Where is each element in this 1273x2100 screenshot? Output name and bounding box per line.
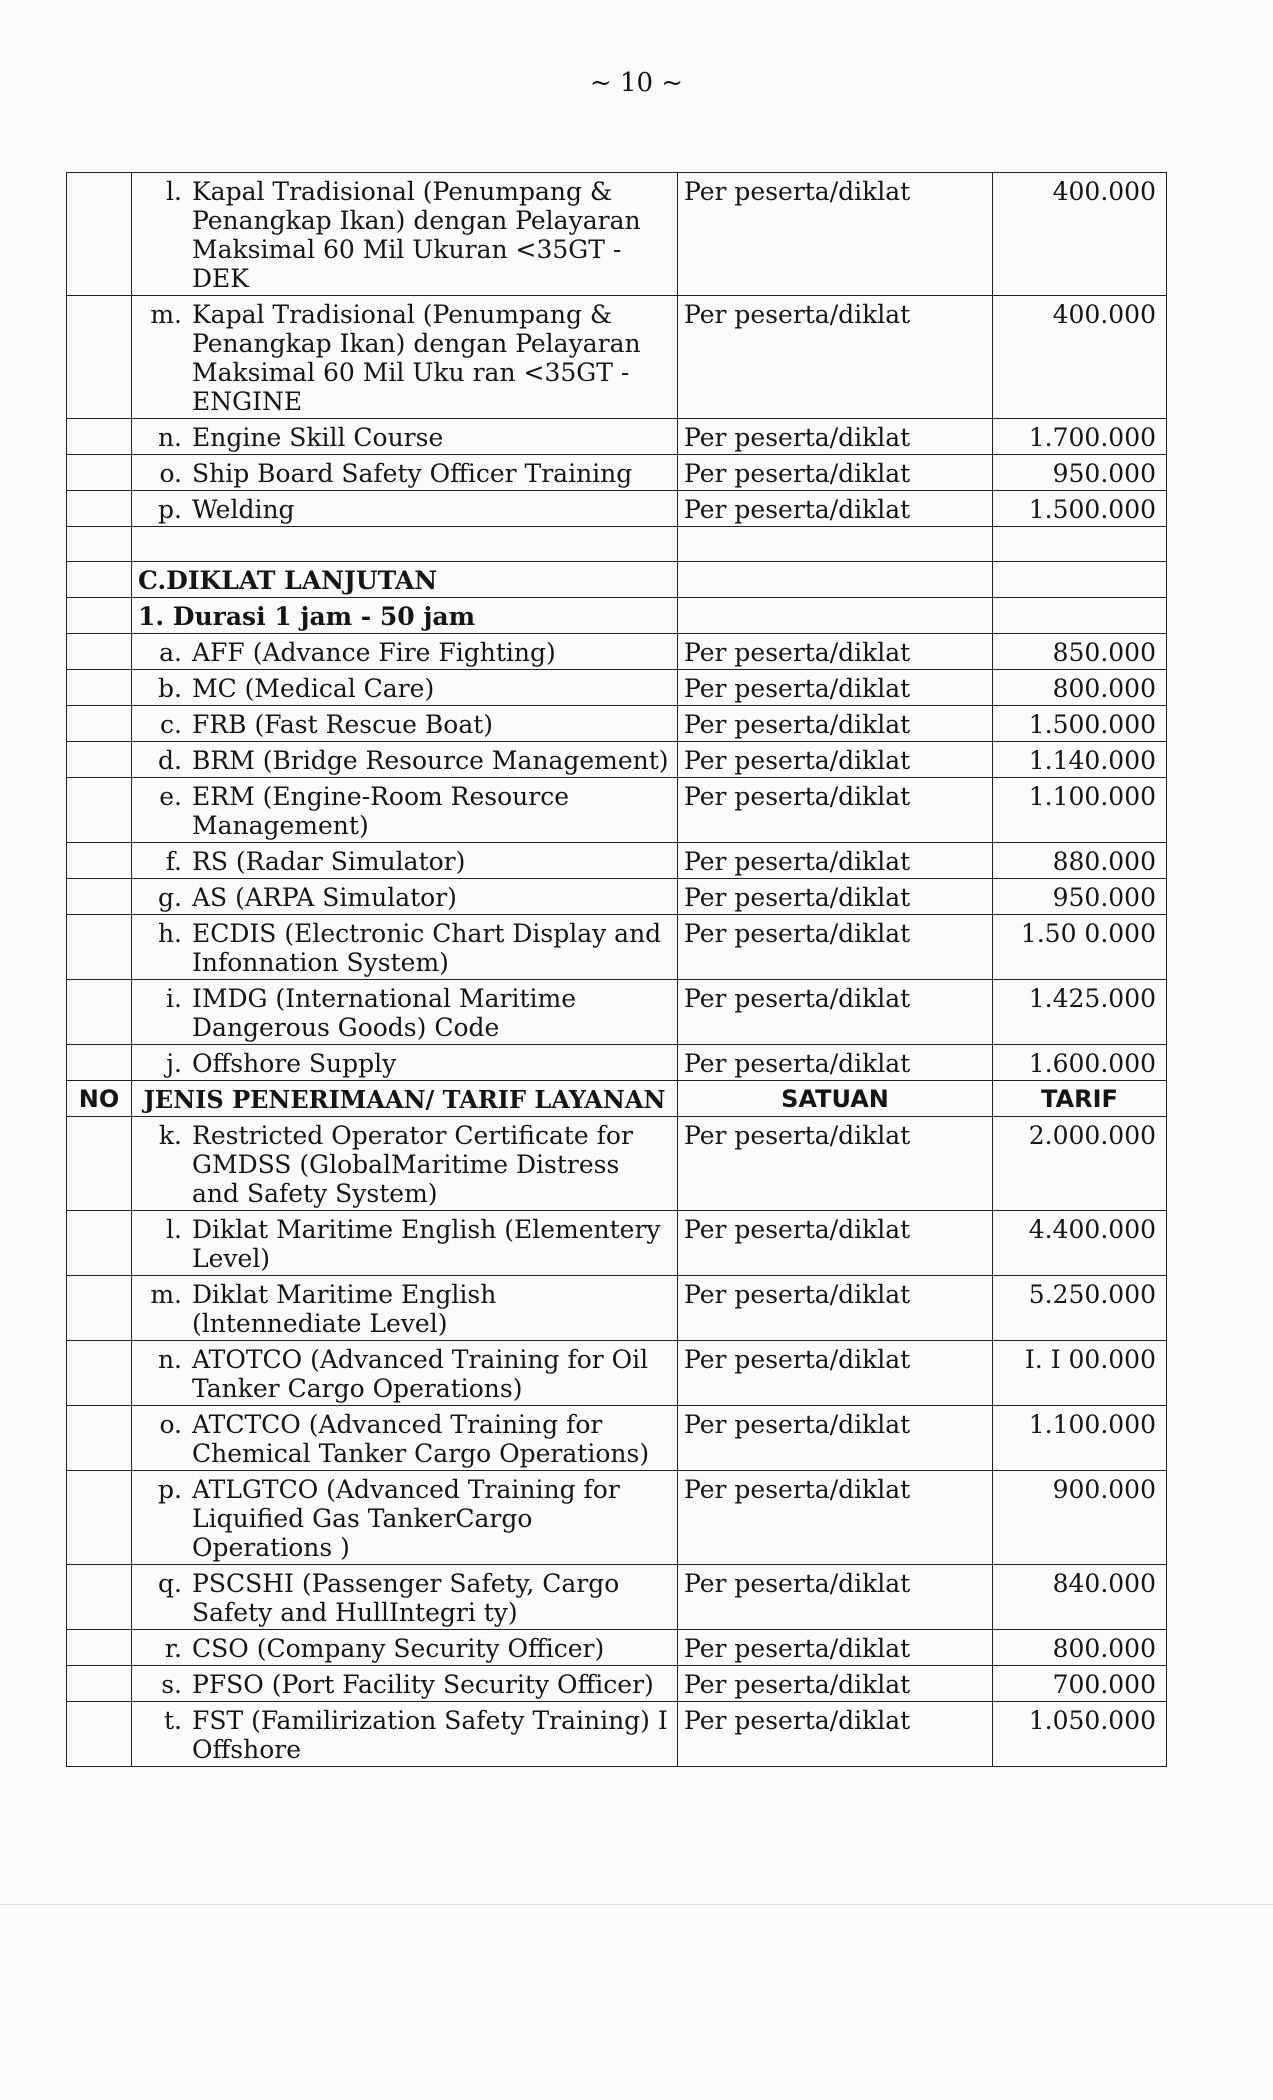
row-item-content xyxy=(146,1569,671,1627)
row-no xyxy=(67,634,132,670)
row-tarif: 1.500.000 xyxy=(993,491,1167,527)
row-name: Diklat Maritime English (Elementery Level) xyxy=(192,1215,661,1273)
row-item xyxy=(132,1211,678,1276)
rows-after-group xyxy=(67,1117,1167,1767)
row-no xyxy=(67,1211,132,1276)
row-letter: m. xyxy=(150,1280,182,1309)
row-letter: p. xyxy=(158,1475,182,1504)
row-unit: Per peserta/diklat xyxy=(678,1702,993,1767)
row-item xyxy=(132,491,678,527)
row-item-content xyxy=(146,638,671,667)
row-item-content xyxy=(146,1280,671,1338)
row-item xyxy=(132,173,678,296)
row-item xyxy=(132,742,678,778)
row-unit: Per peserta/diklat xyxy=(678,1117,993,1211)
table-row xyxy=(67,1666,1167,1702)
row-name: Kapal Tradisional (Penumpang & Penangkap Ikan) dengan Pelayaran Maksimal 60 Mil Uku ran <35GT - ENGINE xyxy=(192,300,641,416)
row-item-content xyxy=(146,1345,671,1403)
row-letter: t. xyxy=(164,1706,182,1735)
rows-c-group xyxy=(67,634,1167,1081)
table-row xyxy=(67,706,1167,742)
row-item-content xyxy=(146,883,671,912)
row-item xyxy=(132,1276,678,1341)
row-name: ATCTCO (Advanced Training for Chemical Tanker Cargo Operations) xyxy=(192,1410,650,1468)
row-no xyxy=(67,455,132,491)
row-no xyxy=(67,778,132,843)
row-item xyxy=(132,1471,678,1565)
row-unit: Per peserta/diklat xyxy=(678,419,993,455)
row-no xyxy=(67,879,132,915)
rows-before-group xyxy=(67,173,1167,527)
page-number: ~ 10 ~ xyxy=(589,68,684,98)
table-row xyxy=(67,1045,1167,1081)
row-unit: Per peserta/diklat xyxy=(678,296,993,419)
row-letter: m. xyxy=(150,300,182,329)
row-no xyxy=(67,1702,132,1767)
row-name: FST (Familirization Safety Training) I Offshore xyxy=(192,1706,668,1764)
row-name: Kapal Tradisional (Penumpang & Penangkap Ikan) dengan Pelayaran Maksimal 60 Mil Ukuran <35GT - DEK xyxy=(192,177,641,293)
row-letter: k. xyxy=(158,1121,182,1150)
row-unit: Per peserta/diklat xyxy=(678,491,993,527)
table-header-row xyxy=(67,1081,1167,1117)
row-tarif: 400.000 xyxy=(993,173,1167,296)
row-letter: o. xyxy=(159,1410,182,1439)
row-unit: Per peserta/diklat xyxy=(678,742,993,778)
row-item-content xyxy=(146,1049,671,1078)
header-satuan: SATUAN xyxy=(678,1081,993,1117)
row-item-content xyxy=(146,1706,671,1764)
table-row xyxy=(67,1117,1167,1211)
table-row xyxy=(67,1211,1167,1276)
row-item xyxy=(132,455,678,491)
table-row xyxy=(67,1471,1167,1565)
row-no xyxy=(67,670,132,706)
row-item-content xyxy=(146,746,671,775)
row-unit: Per peserta/diklat xyxy=(678,1666,993,1702)
row-unit: Per peserta/diklat xyxy=(678,634,993,670)
table-row xyxy=(67,1276,1167,1341)
row-item-content xyxy=(146,423,671,452)
row-name: Restricted Operator Certificate for GMDSS (GlobalMaritime Distress and Safety System) xyxy=(192,1121,633,1208)
row-letter: c. xyxy=(160,710,182,739)
row-item xyxy=(132,915,678,980)
row-tarif: 800.000 xyxy=(993,1630,1167,1666)
row-unit: Per peserta/diklat xyxy=(678,1630,993,1666)
table-row xyxy=(67,634,1167,670)
row-tarif: 400.000 xyxy=(993,296,1167,419)
row-unit: Per peserta/diklat xyxy=(678,706,993,742)
table-row xyxy=(67,778,1167,843)
table-row xyxy=(67,980,1167,1045)
table-row xyxy=(67,419,1167,455)
row-item-content xyxy=(146,919,671,977)
row-tarif: 5.250.000 xyxy=(993,1276,1167,1341)
row-item-content xyxy=(146,1121,671,1208)
scan-edge-line xyxy=(0,1904,1273,1905)
row-no xyxy=(67,1565,132,1630)
row-item-content xyxy=(146,1475,671,1562)
row-no xyxy=(67,419,132,455)
row-letter: q. xyxy=(158,1569,182,1598)
row-tarif: 800.000 xyxy=(993,670,1167,706)
row-item-content xyxy=(146,177,671,293)
row-item xyxy=(132,634,678,670)
row-unit: Per peserta/diklat xyxy=(678,1341,993,1406)
header-tarif: TARIF xyxy=(993,1081,1167,1117)
row-item xyxy=(132,1702,678,1767)
section-subtitle-row xyxy=(67,598,1167,634)
table-row xyxy=(67,742,1167,778)
row-letter: f. xyxy=(165,847,182,876)
row-tarif: I. I 00.000 xyxy=(993,1341,1167,1406)
row-letter: a. xyxy=(159,638,182,667)
header-group xyxy=(67,1081,1167,1117)
row-unit: Per peserta/diklat xyxy=(678,843,993,879)
row-name: MC (Medical Care) xyxy=(192,674,435,703)
row-letter: n. xyxy=(157,423,182,452)
row-item xyxy=(132,419,678,455)
row-letter: h. xyxy=(157,919,182,948)
spacer-row xyxy=(67,527,1167,562)
row-no xyxy=(67,1666,132,1702)
row-name: Offshore Supply xyxy=(192,1049,397,1078)
row-no xyxy=(67,491,132,527)
section-title: C.DIKLAT LANJUTAN xyxy=(132,562,678,598)
row-no xyxy=(67,706,132,742)
row-item xyxy=(132,1341,678,1406)
row-item xyxy=(132,670,678,706)
table-row xyxy=(67,491,1167,527)
row-letter: j. xyxy=(166,1049,182,1078)
row-unit: Per peserta/diklat xyxy=(678,1406,993,1471)
row-name: ATLGTCO (Advanced Training for Liquified Gas TankerCargo Operations ) xyxy=(192,1475,620,1562)
row-letter: e. xyxy=(159,782,182,811)
row-letter: d. xyxy=(158,746,182,775)
header-jenis: JENIS PENERIMAAN/ TARIF LAYANAN xyxy=(132,1081,678,1117)
row-no xyxy=(67,173,132,296)
row-tarif: 1.700.000 xyxy=(993,419,1167,455)
row-item xyxy=(132,1406,678,1471)
row-tarif: 900.000 xyxy=(993,1471,1167,1565)
row-letter: l. xyxy=(166,177,182,206)
row-name: ECDIS (Electronic Chart Display and Infonnation System) xyxy=(192,919,662,977)
table-row xyxy=(67,1630,1167,1666)
row-item xyxy=(132,1666,678,1702)
row-no xyxy=(67,915,132,980)
table-row xyxy=(67,879,1167,915)
row-name: PSCSHI (Passenger Safety, Cargo Safety and HullIntegri ty) xyxy=(192,1569,620,1627)
table-row xyxy=(67,1341,1167,1406)
row-letter: g. xyxy=(158,883,182,912)
row-tarif: 1.050.000 xyxy=(993,1702,1167,1767)
row-tarif: 950.000 xyxy=(993,879,1167,915)
row-name: CSO (Company Security Officer) xyxy=(192,1634,605,1663)
row-tarif: 4.400.000 xyxy=(993,1211,1167,1276)
row-item-content xyxy=(146,984,671,1042)
row-no xyxy=(67,1276,132,1341)
table-row xyxy=(67,843,1167,879)
row-tarif: 1.500.000 xyxy=(993,706,1167,742)
row-no xyxy=(67,1341,132,1406)
table-row xyxy=(67,1565,1167,1630)
row-item-content xyxy=(146,1215,671,1273)
row-item xyxy=(132,843,678,879)
row-letter: o. xyxy=(159,459,182,488)
row-item xyxy=(132,1630,678,1666)
row-unit: Per peserta/diklat xyxy=(678,670,993,706)
row-tarif: 2.000.000 xyxy=(993,1117,1167,1211)
row-item xyxy=(132,1045,678,1081)
table-row xyxy=(67,173,1167,296)
row-no xyxy=(67,1471,132,1565)
table-row xyxy=(67,1702,1167,1767)
row-tarif: 1.50 0.000 xyxy=(993,915,1167,980)
row-name: ATOTCO (Advanced Training for Oil Tanker Cargo Operations) xyxy=(192,1345,649,1403)
row-item xyxy=(132,1565,678,1630)
table-row xyxy=(67,1406,1167,1471)
row-name: ERM (Engine-Room Resource Management) xyxy=(192,782,569,840)
row-tarif: 1.140.000 xyxy=(993,742,1167,778)
row-letter: b. xyxy=(158,674,182,703)
row-name: IMDG (International Maritime Dangerous Goods) Code xyxy=(192,984,576,1042)
tariff-table xyxy=(66,172,1167,1767)
row-name: FRB (Fast Rescue Boat) xyxy=(192,710,494,739)
section-title-row xyxy=(67,562,1167,598)
row-item-content xyxy=(146,847,671,876)
row-item-content xyxy=(146,1634,671,1663)
row-unit: Per peserta/diklat xyxy=(678,915,993,980)
row-item xyxy=(132,1117,678,1211)
row-tarif: 850.000 xyxy=(993,634,1167,670)
row-name: PFSO (Port Facility Security Officer) xyxy=(192,1670,654,1699)
table-row xyxy=(67,915,1167,980)
row-tarif: 950.000 xyxy=(993,455,1167,491)
row-item-content xyxy=(146,495,671,524)
row-tarif: 1.100.000 xyxy=(993,1406,1167,1471)
row-unit: Per peserta/diklat xyxy=(678,1211,993,1276)
row-unit: Per peserta/diklat xyxy=(678,455,993,491)
row-name: Engine Skill Course xyxy=(192,423,444,452)
row-unit: Per peserta/diklat xyxy=(678,778,993,843)
row-letter: n. xyxy=(157,1345,182,1374)
row-item-content xyxy=(146,674,671,703)
row-item xyxy=(132,706,678,742)
row-no xyxy=(67,980,132,1045)
row-tarif: 1.425.000 xyxy=(993,980,1167,1045)
row-no xyxy=(67,1117,132,1211)
row-unit: Per peserta/diklat xyxy=(678,1276,993,1341)
row-no xyxy=(67,1045,132,1081)
table-row xyxy=(67,455,1167,491)
row-item xyxy=(132,296,678,419)
row-tarif: 1.100.000 xyxy=(993,778,1167,843)
row-item-content xyxy=(146,1670,671,1699)
row-letter: l. xyxy=(166,1215,182,1244)
table-row xyxy=(67,296,1167,419)
row-unit: Per peserta/diklat xyxy=(678,980,993,1045)
row-no xyxy=(67,742,132,778)
row-item xyxy=(132,879,678,915)
section-c-group xyxy=(67,527,1167,634)
row-no xyxy=(67,843,132,879)
table-row xyxy=(67,670,1167,706)
row-letter: s. xyxy=(161,1670,182,1699)
row-tarif: 700.000 xyxy=(993,1666,1167,1702)
row-item-content xyxy=(146,710,671,739)
row-unit: Per peserta/diklat xyxy=(678,173,993,296)
row-letter: r. xyxy=(164,1634,182,1663)
row-name: Diklat Maritime English (lntennediate Level) xyxy=(192,1280,497,1338)
row-item-content xyxy=(146,459,671,488)
row-item-content xyxy=(146,1410,671,1468)
section-subtitle: 1. Durasi 1 jam - 50 jam xyxy=(132,598,678,634)
row-unit: Per peserta/diklat xyxy=(678,1471,993,1565)
row-unit: Per peserta/diklat xyxy=(678,1045,993,1081)
row-no xyxy=(67,296,132,419)
row-letter: i. xyxy=(166,984,182,1013)
row-name: RS (Radar Simulator) xyxy=(192,847,466,876)
row-name: AFF (Advance Fire Fighting) xyxy=(192,638,556,667)
row-name: BRM (Bridge Resource Management) xyxy=(192,746,669,775)
row-tarif: 840.000 xyxy=(993,1565,1167,1630)
row-no xyxy=(67,1406,132,1471)
row-tarif: 1.600.000 xyxy=(993,1045,1167,1081)
row-item xyxy=(132,778,678,843)
row-no xyxy=(67,1630,132,1666)
row-tarif: 880.000 xyxy=(993,843,1167,879)
header-no: NO xyxy=(67,1081,132,1117)
row-unit: Per peserta/diklat xyxy=(678,879,993,915)
row-unit: Per peserta/diklat xyxy=(678,1565,993,1630)
row-item xyxy=(132,980,678,1045)
row-item-content xyxy=(146,300,671,416)
row-name: Ship Board Safety Officer Training xyxy=(192,459,633,488)
row-name: Welding xyxy=(192,495,295,524)
row-item-content xyxy=(146,782,671,840)
row-letter: p. xyxy=(158,495,182,524)
row-name: AS (ARPA Simulator) xyxy=(192,883,457,912)
